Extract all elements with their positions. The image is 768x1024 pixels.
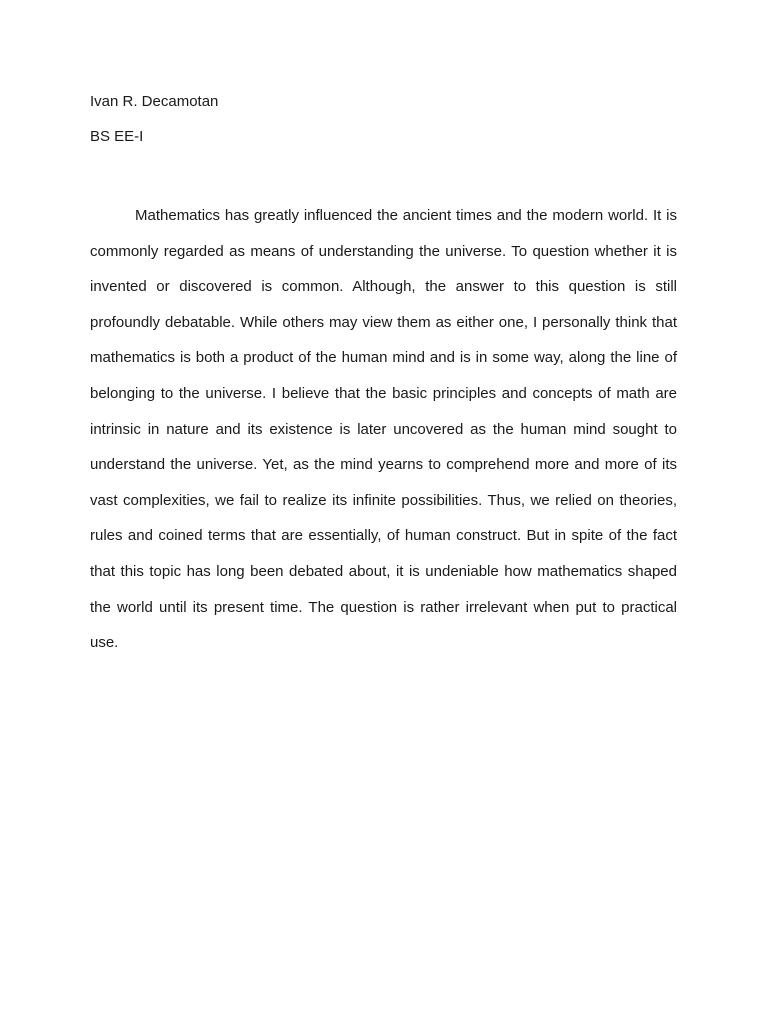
author-name: Ivan R. Decamotan: [90, 93, 219, 110]
course-label: BS EE-I: [90, 128, 144, 145]
essay-paragraph: Mathematics has greatly influenced the ancient times and the modern world. It is commonly regarded as means of understanding the universe. To question whether it is invented or discovered is common. Although, the answer to this question is still profoundly debatable. While others may view them as either one, I personally think that mathematics is both a product of the human mind and is in some way, along the line of belonging to the universe. I believe that the basic principles and concepts of math are intrinsic in nature and its existence is later uncovered as the human mind sought to understand the universe. Yet, as the mind yearns to comprehend more and more of its vast complexities, we fail to realize its infinite possibilities. Thus, we relied on theories, rules and coined terms that are essentially, of human construct. But in spite of the fact that this topic has long been debated about, it is undeniable how mathematics shaped the world until its present time. The question is rather irrelevant when put to practical use.: [90, 207, 677, 652]
